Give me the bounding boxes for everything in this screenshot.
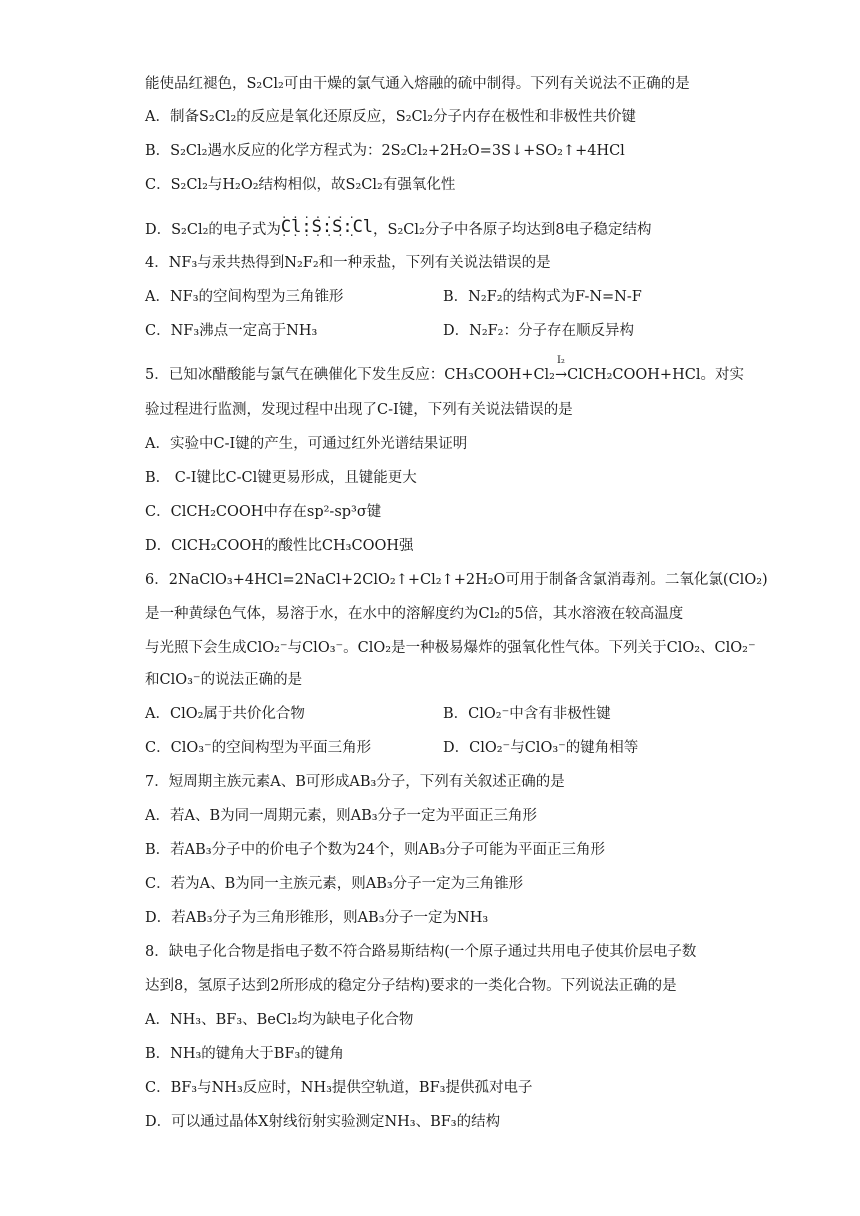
- question-4-option-d: D．N₂F₂：分子存在顺反异构: [443, 323, 634, 339]
- question-3-option-b: B．S₂Cl₂遇水反应的化学方程式为：2S₂Cl₂+2H₂O=3S↓+SO₂↑+4HCl: [145, 143, 625, 159]
- question-5-option-a: A．实验中C-I键的产生，可通过红外光谱结果证明: [145, 436, 468, 452]
- equation-right: →ClCH₂COOH+HCl。对实: [554, 367, 744, 383]
- question-5-option-d: D．ClCH₂COOH的酸性比CH₃COOH强: [145, 538, 414, 554]
- question-8-stem-2: 达到8，氢原子达到2所形成的稳定分子结构)要求的一类化合物。下列说法正确的是: [145, 978, 677, 994]
- question-8-option-c: C．BF₃与NH₃反应时，NH₃提供空轨道，BF₃提供孤对电子: [145, 1080, 533, 1096]
- option-d-suffix: ，S₂Cl₂分子中各原子均达到8电子稳定结构: [373, 222, 652, 238]
- option-d-prefix: D．S₂Cl₂的电子式为: [145, 222, 281, 238]
- question-7-option-a: A．若A、B为同一周期元素，则AB₃分子一定为平面正三角形: [145, 808, 538, 824]
- question-6-option-b: B．ClO₂⁻中含有非极性键: [443, 706, 611, 722]
- question-3-option-d: [145, 219, 652, 240]
- question-3-option-c: C．S₂Cl₂与H₂O₂结构相似，故S₂Cl₂有强氧化性: [145, 177, 456, 193]
- catalyst-label: I₂: [556, 355, 565, 366]
- question-5-option-b: B． C-I键比C-Cl键更易形成，且键能更大: [145, 470, 417, 486]
- question-6-option-d: D．ClO₂⁻与ClO₃⁻的键角相等: [443, 740, 639, 756]
- electron-formula: · · · Cl:S:S:Cl · · ·: [281, 217, 373, 237]
- question-4-option-c: C．NF₃沸点一定高于NH₃: [145, 323, 318, 339]
- question-7-option-c: C．若为A、B为同一主族元素，则AB₃分子一定为三角锥形: [145, 876, 524, 892]
- question-6-stem: 6．2NaClO₃+4HCl=2NaCl+2ClO₂↑+Cl₂↑+2H₂O可用于制备含氯消毒剂。二氧化氯(ClO₂): [145, 572, 768, 588]
- question-6-stem-4: 和ClO₃⁻的说法正确的是: [145, 672, 303, 688]
- question-3-option-a: A．制备S₂Cl₂的反应是氧化还原反应，S₂Cl₂分子内存在极性和非极性共价键: [145, 109, 637, 125]
- question-8-option-b: B．NH₃的键角大于BF₃的键角: [145, 1046, 344, 1062]
- question-4-stem: 4．NF₃与汞共热得到N₂F₂和一种汞盐，下列有关说法错误的是: [145, 255, 551, 271]
- question-7-stem: 7．短周期主族元素A、B可形成AB₃分子，下列有关叙述正确的是: [145, 774, 565, 790]
- question-3-stem-continued: 能使品红褪色，S₂Cl₂可由干燥的氯气通入熔融的硫中制得。下列有关说法不正确的是: [145, 76, 690, 92]
- catalyst-arrow: [554, 355, 744, 385]
- question-8-stem: 8．缺电子化合物是指电子数不符合路易斯结构(一个原子通过共用电子使其价层电子数: [145, 944, 697, 960]
- question-5-stem-continued: 验过程进行监测，发现过程中出现了C-I键，下列有关说法错误的是: [145, 402, 573, 418]
- question-6-stem-3: 与光照下会生成ClO₂⁻与ClO₃⁻。ClO₂是一种极易爆炸的强氧化性气体。下列关于ClO₂、ClO₂⁻: [145, 640, 756, 656]
- question-6-option-a: A．ClO₂属于共价化合物: [145, 706, 305, 722]
- question-5-stem: [145, 355, 744, 385]
- equation-left: 5．已知冰醋酸能与氯气在碘催化下发生反应：CH₃COOH+Cl₂: [145, 367, 555, 383]
- question-6-stem-2: 是一种黄绿色气体，易溶于水，在水中的溶解度约为Cl₂的5倍，其水溶液在较高温度: [145, 606, 684, 622]
- question-4-option-b: B．N₂F₂的结构式为F-N=N-F: [443, 289, 642, 305]
- question-6-option-c: C．ClO₃⁻的空间构型为平面三角形: [145, 740, 372, 756]
- question-5-option-c: C．ClCH₂COOH中存在sp²-sp³σ键: [145, 504, 382, 520]
- question-7-option-d: D．若AB₃分子为三角形锥形，则AB₃分子一定为NH₃: [145, 910, 489, 926]
- question-8-option-d: D．可以通过晶体X射线衍射实验测定NH₃、BF₃的结构: [145, 1114, 501, 1130]
- question-8-option-a: A．NH₃、BF₃、BeCl₂均为缺电子化合物: [145, 1012, 414, 1028]
- question-7-option-b: B．若AB₃分子中的价电子个数为24个，则AB₃分子可能为平面正三角形: [145, 842, 605, 858]
- question-4-option-a: A．NF₃的空间构型为三角锥形: [145, 289, 344, 305]
